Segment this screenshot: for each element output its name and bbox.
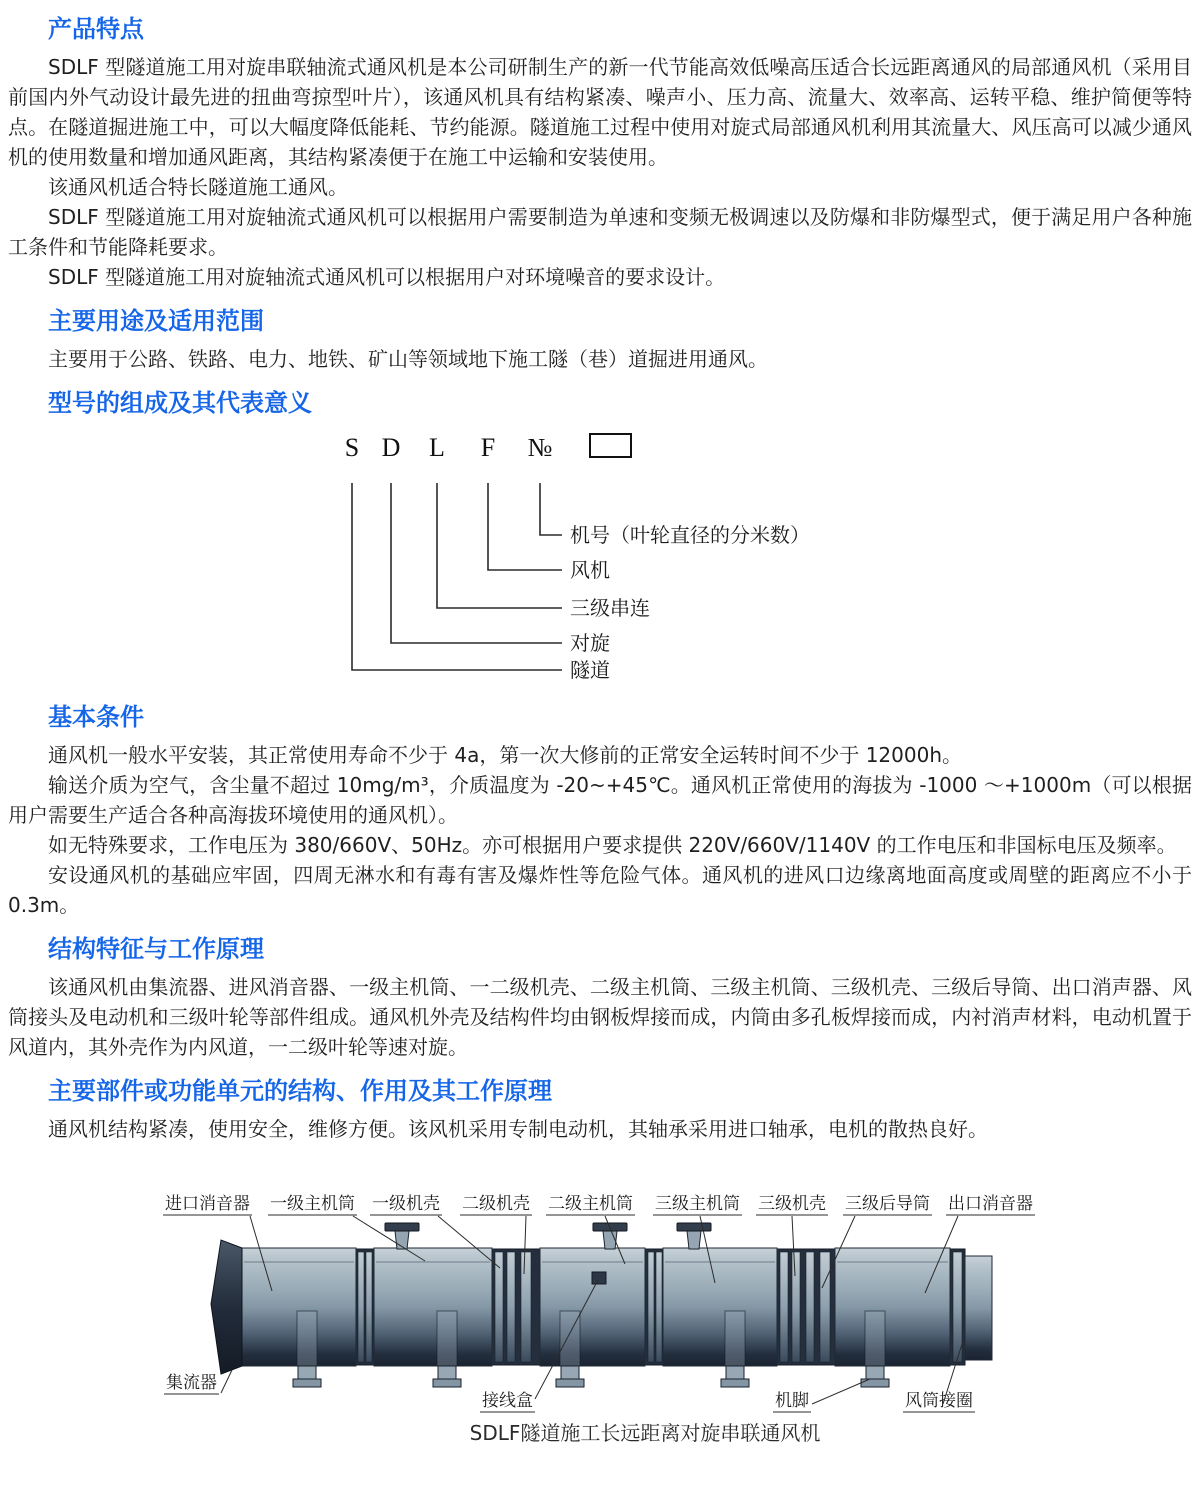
flange-rib: [495, 1252, 503, 1362]
inlet-bell: [211, 1240, 242, 1374]
body-paragraph: 主要用于公路、铁路、电力、地铁、矿山等领域地下施工隧（巷）道掘进用通风。: [48, 347, 768, 371]
flange-rib: [656, 1252, 662, 1362]
body-paragraph: 如无特殊要求，工作电压为 380/660V、50Hz。亦可根据用户要求提供 220V/660V/1140V 的工作电压和非国标电压及频率。: [48, 833, 1177, 857]
foot-stem: [298, 1366, 316, 1379]
part-label-bottom: 接线盒: [482, 1391, 533, 1411]
section-basic-conditions: [0, 702, 1200, 920]
body-paragraph: 通风机一般水平安装，其正常使用寿命不少于 4a，第一次大修前的正常安全运转时间不少于 12000h。: [48, 743, 962, 767]
part-label-top: 二级主机筒: [548, 1194, 633, 1214]
section-heading: 产品特点: [48, 15, 144, 43]
terminal-box: [592, 1272, 606, 1284]
model-number-box: [590, 434, 631, 457]
flange-rib: [507, 1252, 515, 1362]
fan-assembly-diagram: [0, 1176, 1200, 1454]
foot-bracket: [865, 1311, 885, 1366]
body-paragraph: SDLF 型隧道施工用对旋轴流式通风机可以根据用户对环境噪音的要求设计。: [48, 265, 726, 289]
part-label-top: 一级主机筒: [270, 1194, 355, 1214]
flange-rib: [806, 1252, 814, 1362]
flange-rib: [648, 1252, 654, 1362]
foot-pad: [861, 1379, 889, 1387]
foot-bracket: [297, 1311, 317, 1366]
flange-rib: [366, 1252, 372, 1362]
model-letter: F: [480, 433, 496, 462]
flange-rib: [820, 1252, 830, 1362]
part-label-top: 三级后导筒: [845, 1194, 930, 1214]
foot-pad: [433, 1379, 461, 1387]
flange-rib: [780, 1252, 788, 1362]
model-letter: S: [344, 433, 360, 462]
part-label-bottom: 风筒接圈: [905, 1391, 973, 1411]
part-label-top: 出口消音器: [948, 1194, 1033, 1214]
model-code-diagram: [0, 426, 1200, 688]
foot-stem: [438, 1366, 456, 1379]
fan-section-cylinder: [835, 1248, 950, 1366]
fan-assembly-svg: [0, 1176, 1200, 1454]
part-label-top: 三级主机筒: [655, 1194, 740, 1214]
document-body: [0, 14, 1200, 1454]
model-tree-line: [391, 483, 562, 643]
model-tree-line: [352, 483, 562, 670]
body-paragraph: 通风机结构紧凑，使用安全，维修方便。该风机采用专制电动机，其轴承采用进口轴承，电机的散热良好。: [48, 1117, 988, 1141]
model-tree-label: 三级串连: [570, 596, 650, 620]
fan-section-cylinder: [663, 1248, 777, 1366]
foot-pad: [556, 1379, 584, 1387]
part-label-top: 三级机壳: [758, 1194, 826, 1214]
part-label-bottom: 集流器: [166, 1373, 217, 1393]
fan-section-cylinder: [374, 1248, 492, 1366]
section-heading: 主要用途及适用范围: [48, 307, 264, 335]
model-tree-line: [540, 483, 562, 535]
foot-bracket: [725, 1311, 745, 1366]
flange-rib: [953, 1252, 962, 1362]
part-label-bottom: 机脚: [775, 1391, 809, 1411]
section-heading: 结构特征与工作原理: [48, 935, 264, 963]
model-code-diagram-svg: [0, 426, 1200, 688]
foot-stem: [561, 1366, 579, 1379]
foot-pad: [721, 1379, 749, 1387]
flange-rib: [521, 1252, 531, 1362]
part-label-top: 二级机壳: [462, 1194, 530, 1214]
model-tree-label: 机号（叶轮直径的分米数）: [570, 523, 810, 547]
body-paragraph: 安设通风机的基础应牢固，四周无淋水和有毒有害及爆炸性等危险气体。通风机的进风口边缘离地面高度或周壁的距离应不小于 0.3m。: [8, 863, 1192, 917]
flange-rib: [792, 1252, 800, 1362]
part-label-top: 一级机壳: [372, 1194, 440, 1214]
foot-pad: [293, 1379, 321, 1387]
model-tree-label: 风机: [570, 558, 610, 582]
leader-line: [812, 1379, 870, 1404]
section-product-features: [0, 14, 1200, 292]
model-tree-label: 对旋: [570, 631, 610, 655]
model-tree-line: [437, 483, 562, 608]
body-paragraph: 输送介质为空气，含尘量不超过 10mg/m³，介质温度为 -20~+45℃。通风机正常使用的海拔为 -1000 ～+1000m（可以根据用户需要生产适合各种高海拔环境使用的通风机）。: [8, 773, 1192, 827]
model-letter: D: [381, 433, 401, 462]
model-tree-line: [488, 483, 562, 570]
body-paragraph: SDLF 型隧道施工用对旋串联轴流式通风机是本公司研制生产的新一代节能高效低噪高压适合长远距离通风的局部通风机（采用目前国内外气动设计最先进的扭曲弯掠型叶片），该通风机具有结构紧凑、噪声小、压力高、流量大、效率高、运转平稳、维护简便等特点。在隧道掘进施工中，可以大幅度降低能耗、节约能源。隧道施工过程中使用对旋式局部通风机利用其流量大、风压高可以减少通风机的使用数量和增加通风距离，其结构紧凑便于在施工中运输和安装使用。: [8, 55, 1192, 169]
foot-stem: [866, 1366, 884, 1379]
model-letter: L: [429, 433, 445, 462]
part-label-top: 进口消音器: [165, 1194, 250, 1214]
flange-rib: [358, 1252, 364, 1362]
body-paragraph: SDLF 型隧道施工用对旋轴流式通风机可以根据用户需要制造为单速和变频无极调速以及防爆和非防爆型式，便于满足用户各种施工条件和节能降耗要求。: [8, 205, 1192, 259]
section-main-uses: [0, 306, 1200, 374]
fan-diagram-caption: SDLF隧道施工长远距离对旋串联通风机: [469, 1421, 821, 1445]
model-letter: №: [527, 433, 553, 462]
lifting-flange-stem: [687, 1231, 701, 1249]
section-heading: 型号的组成及其代表意义: [48, 389, 312, 417]
section-heading: 主要部件或功能单元的结构、作用及其工作原理: [48, 1077, 552, 1105]
model-tree-label: 隧道: [570, 658, 610, 682]
fan-section-cylinder: [540, 1248, 645, 1366]
lifting-flange-cap: [677, 1223, 711, 1231]
foot-bracket: [437, 1311, 457, 1366]
section-heading: 基本条件: [48, 703, 144, 731]
foot-stem: [726, 1366, 744, 1379]
body-paragraph: 该通风机由集流器、进风消音器、一级主机筒、一二级机壳、二级主机筒、三级主机筒、三级机壳、三级后导筒、出口消声器、风筒接头及电动机和三级叶轮等部件组成。通风机外壳及结构件均由钢板焊接而成，内筒由多孔板焊接而成，内衬消声材料，电动机置于风道内，其外壳作为内风道，一二级叶轮等速对旋。: [8, 975, 1192, 1059]
section-main-parts: [0, 1076, 1200, 1454]
outlet-duct-ring: [965, 1256, 992, 1360]
section-model-code: [0, 388, 1200, 688]
section-structure-principle: [0, 934, 1200, 1062]
body-paragraph: 该通风机适合特长隧道施工通风。: [48, 175, 348, 199]
lifting-flange-cap: [385, 1223, 419, 1231]
